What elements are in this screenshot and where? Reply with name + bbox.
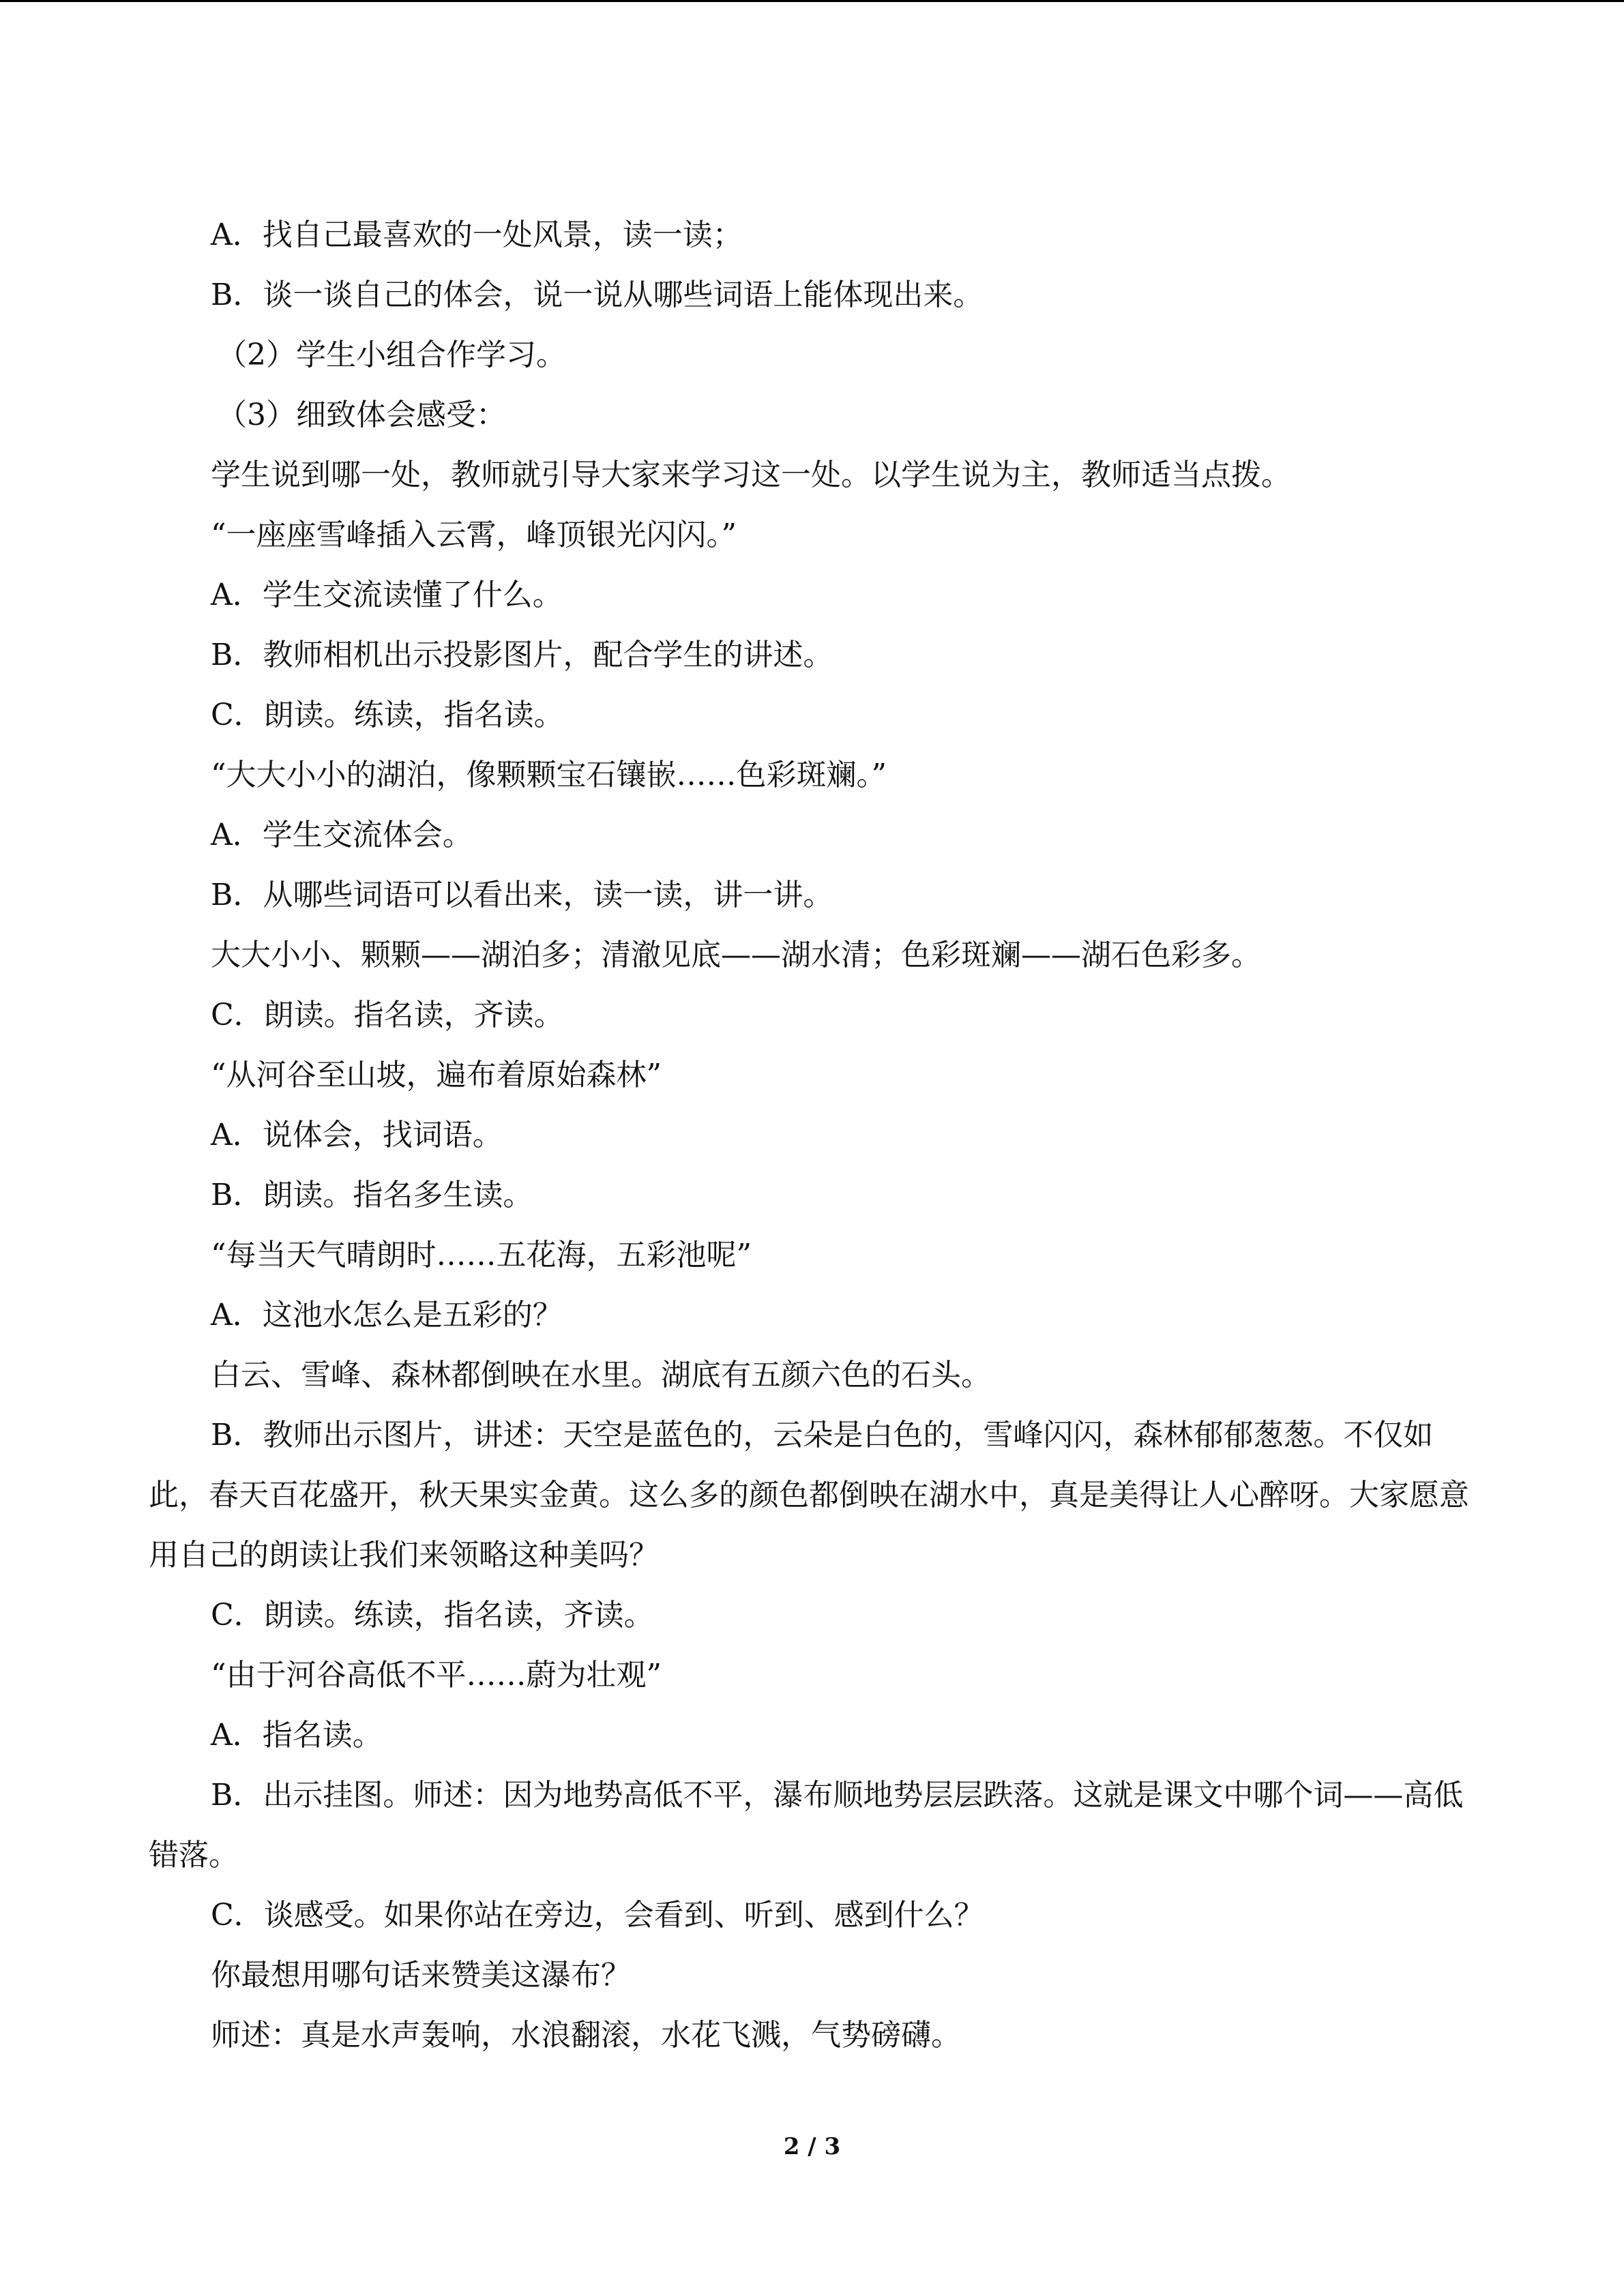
paragraph: 你最想用哪句话来赞美这瀑布？: [211, 1958, 631, 1993]
paragraph: C．朗读。指名读，齐读。: [211, 998, 564, 1032]
paragraph: B．谈一谈自己的体会，说一说从哪些词语上能体现出来。: [211, 278, 984, 312]
paragraph: A．这池水怎么是五彩的？: [211, 1298, 563, 1332]
paragraph: C．朗读。练读，指名读，齐读。: [211, 1598, 654, 1632]
paragraph: C．朗读。练读，指名读。: [211, 698, 564, 732]
paragraph: 大大小小、颗颗——湖泊多；清澈见底——湖水清；色彩斑斓——湖石色彩多。: [211, 938, 1261, 972]
paragraph: A．找自己最喜欢的一处风景，读一读；: [211, 218, 743, 252]
quoted-passage: “从河谷至山坡，遍布着原始森林”: [211, 1058, 662, 1092]
paragraph: （2）学生小组合作学习。: [217, 338, 566, 372]
paragraph: A．说体会，找词语。: [211, 1118, 503, 1152]
page-number: 2 / 3: [783, 2133, 841, 2160]
quoted-passage: “一座座雪峰插入云霄，峰顶银光闪闪。”: [211, 518, 737, 552]
paragraph: 师述：真是水声轰响，水浪翻滚，水花飞溅，气势磅礴。: [211, 2018, 961, 2053]
paragraph: A．学生交流读懂了什么。: [211, 578, 563, 612]
top-border-line: [0, 0, 1624, 2]
paragraph: 白云、雪峰、森林都倒映在水里。湖底有五颜六色的石头。: [211, 1358, 991, 1392]
quoted-passage: “每当天气晴朗时……五花海，五彩池呢”: [211, 1238, 752, 1272]
paragraph: （3）细致体会感受：: [217, 398, 506, 432]
paragraph: C．谈感受。如果你站在旁边，会看到、听到、感到什么？: [211, 1898, 984, 1933]
document-body: [149, 205, 1472, 2066]
paragraph: A．学生交流体会。: [211, 818, 473, 852]
paragraph: B．朗读。指名多生读。: [211, 1178, 533, 1212]
paragraph: B．教师出示图片，讲述：天空是蓝色的，云朵是白色的，雪峰闪闪，森林郁郁葱葱。不仅如此，春天百花盛开，秋天果实金黄。这么多的颜色都倒映在湖水中，真是美得让人心醉呀。大家愿意用自己的朗读让我们来领略这种美吗？: [149, 1418, 1469, 1572]
quoted-passage: “大大小小的湖泊，像颗颗宝石镶嵌……色彩斑斓。”: [211, 758, 887, 792]
paragraph: 学生说到哪一处，教师就引导大家来学习这一处。以学生说为主，教师适当点拨。: [211, 458, 1291, 492]
paragraph: A．指名读。: [211, 1718, 383, 1753]
quoted-passage: “由于河谷高低不平……蔚为壮观”: [211, 1658, 662, 1693]
paragraph: B．教师相机出示投影图片，配合学生的讲述。: [211, 638, 833, 672]
paragraph: B．出示挂图。师述：因为地势高低不平，瀑布顺地势层层跌落。这就是课文中哪个词——高低错落。: [149, 1778, 1464, 1873]
paragraph: B．从哪些词语可以看出来，读一读，讲一讲。: [211, 878, 833, 912]
